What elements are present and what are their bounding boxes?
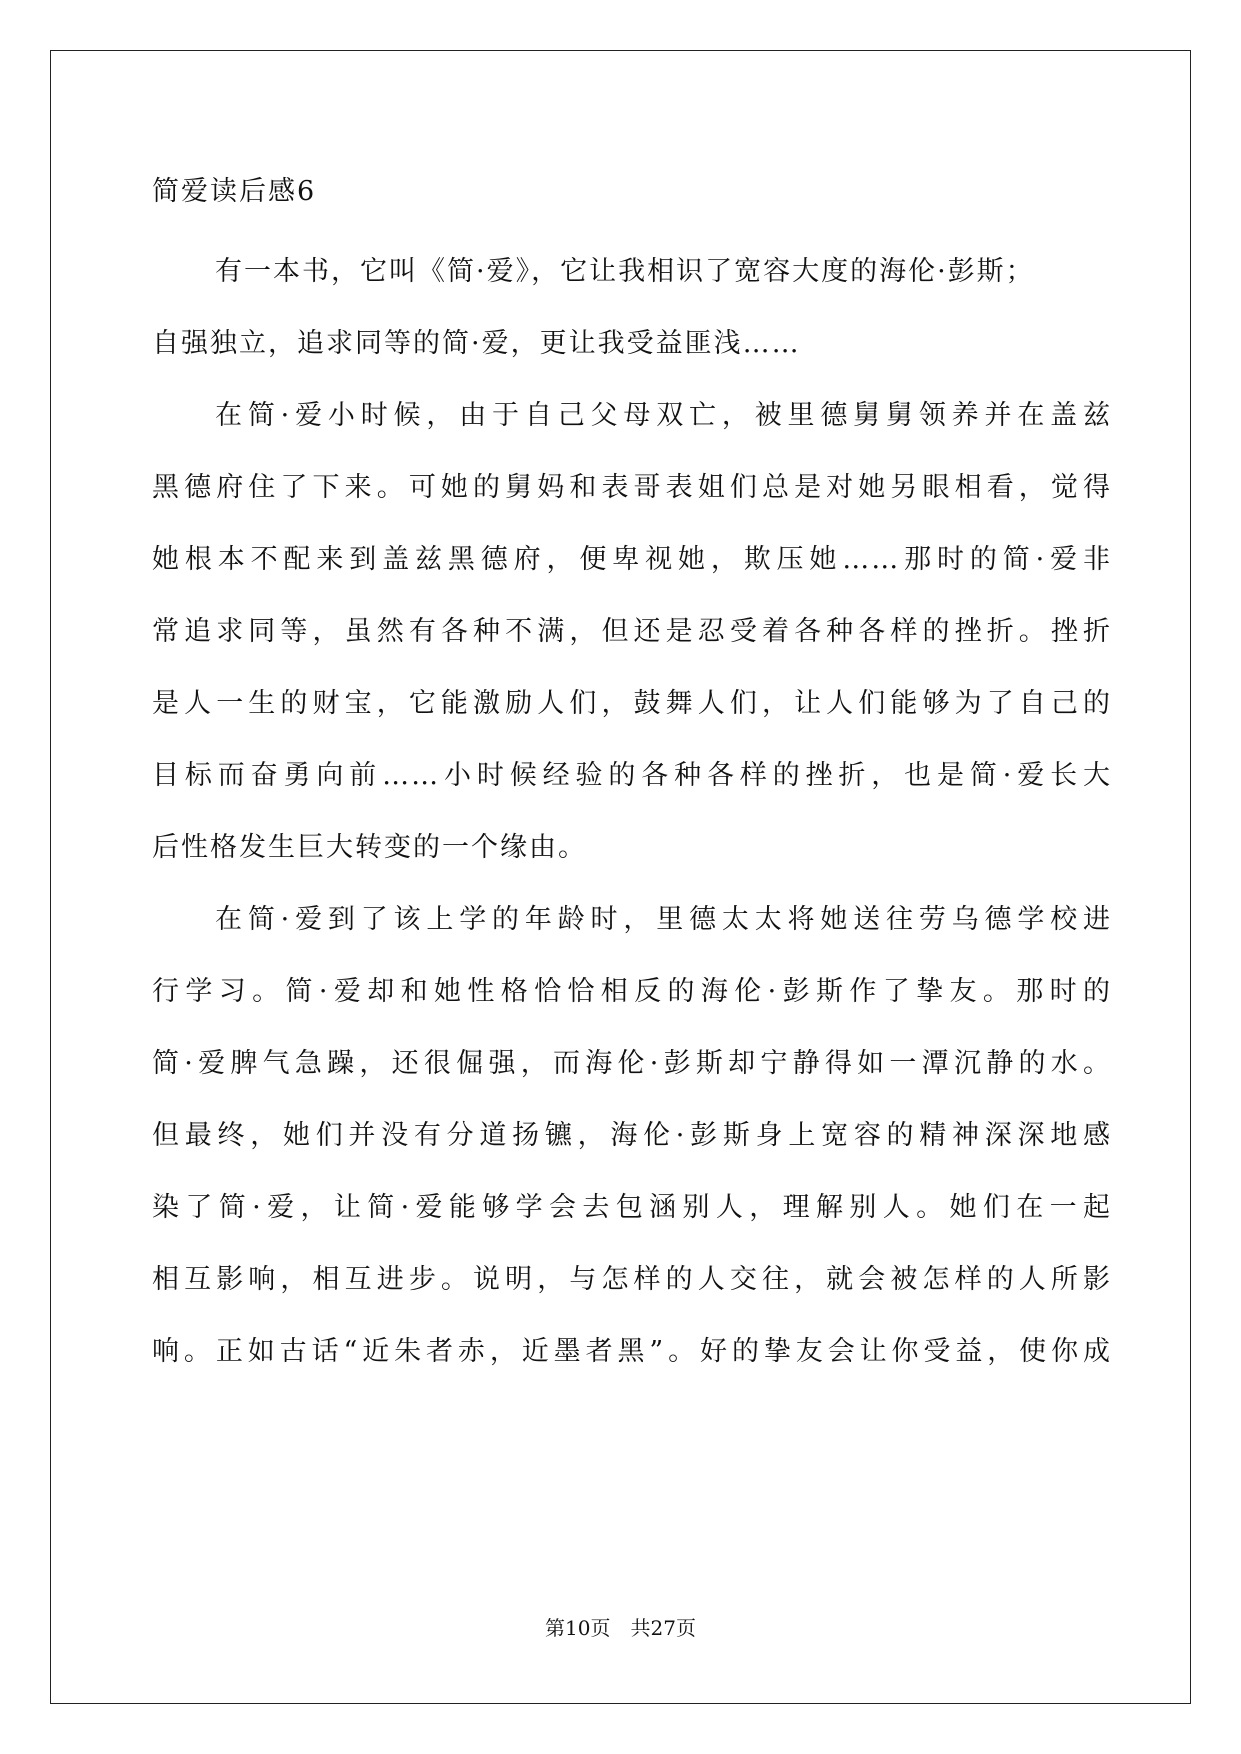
paragraph-line-15: 相互影响，相互进步。说明，与怎样的人交往，就会被怎样的人所影 — [152, 1264, 1112, 1295]
paragraph-line-3: 在简·爱小时候，由于自己父母双亡，被里德舅舅领养并在盖兹 — [215, 400, 1112, 431]
page-number-footer: 第10页 共27页 — [545, 1616, 696, 1640]
paragraph-line-1: 有一本书，它叫《简·爱》，它让我相识了宽容大度的海伦·彭斯； — [215, 256, 1035, 287]
page-border — [50, 50, 1191, 1704]
paragraph-line-13: 但最终，她们并没有分道扬镳，海伦·彭斯身上宽容的精神深深地感 — [152, 1120, 1112, 1151]
document-title: 简爱读后感6 — [152, 176, 317, 207]
paragraph-line-9: 后性格发生巨大转变的一个缘由。 — [152, 832, 587, 863]
paragraph-line-11: 行学习。简·爱却和她性格恰恰相反的海伦·彭斯作了挚友。那时的 — [152, 976, 1112, 1007]
paragraph-line-16: 响。正如古话“近朱者赤，近墨者黑”。好的挚友会让你受益，使你成 — [152, 1336, 1112, 1367]
paragraph-line-4: 黑德府住了下来。可她的舅妈和表哥表姐们总是对她另眼相看，觉得 — [152, 472, 1112, 503]
paragraph-line-10: 在简·爱到了该上学的年龄时，里德太太将她送往劳乌德学校进 — [215, 904, 1112, 935]
paragraph-line-8: 目标而奋勇向前……小时候经验的各种各样的挫折，也是简·爱长大 — [152, 760, 1112, 791]
paragraph-line-12: 简·爱脾气急躁，还很倔强，而海伦·彭斯却宁静得如一潭沉静的水。 — [152, 1048, 1112, 1079]
paragraph-line-7: 是人一生的财宝，它能激励人们，鼓舞人们，让人们能够为了自己的 — [152, 688, 1112, 719]
paragraph-line-5: 她根本不配来到盖兹黑德府，便卑视她，欺压她……那时的简·爱非 — [152, 544, 1112, 575]
paragraph-line-2: 自强独立，追求同等的简·爱，更让我受益匪浅…… — [152, 328, 801, 359]
paragraph-line-14: 染了简·爱，让简·爱能够学会去包涵别人，理解别人。她们在一起 — [152, 1192, 1112, 1223]
paragraph-line-6: 常追求同等，虽然有各种不满，但还是忍受着各种各样的挫折。挫折 — [152, 616, 1112, 647]
